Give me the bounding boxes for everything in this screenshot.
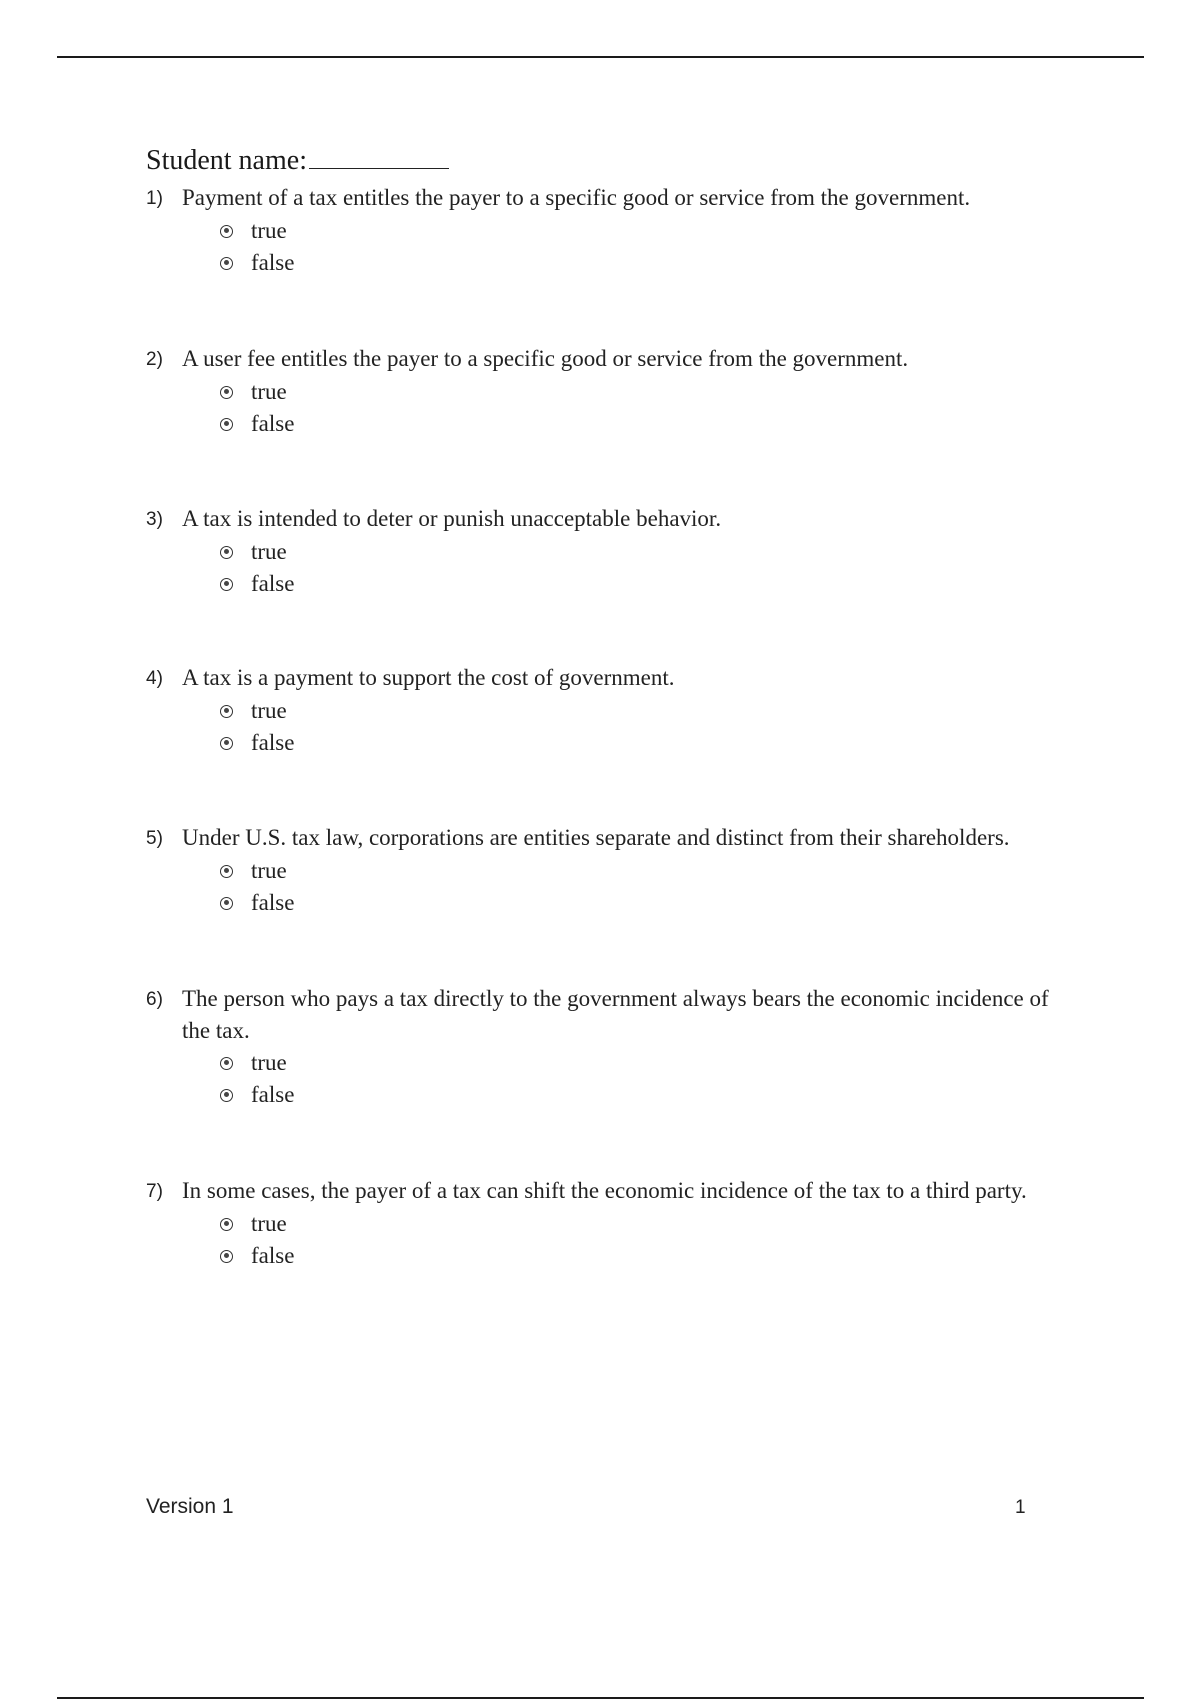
option-true[interactable] [220, 536, 1076, 568]
radio-icon[interactable] [220, 546, 233, 559]
option-false[interactable] [220, 727, 1076, 759]
question-7 [146, 1175, 1076, 1272]
option-true[interactable] [220, 855, 1076, 887]
question-text: A tax is intended to deter or punish unacceptable behavior. [182, 506, 722, 531]
option-label: true [251, 698, 287, 723]
question-text: In some cases, the payer of a tax can shift the economic incidence of the tax to a third party. [182, 1178, 1027, 1203]
option-label: true [251, 858, 287, 883]
options-list [220, 376, 1076, 440]
question-number: 6) [146, 989, 163, 1010]
options-list [220, 215, 1076, 279]
option-true[interactable] [220, 215, 1076, 247]
option-true[interactable] [220, 1047, 1076, 1079]
options-list [220, 695, 1076, 759]
radio-icon[interactable] [220, 1218, 233, 1231]
option-label: true [251, 218, 287, 243]
options-list [220, 1208, 1076, 1272]
question-5 [146, 822, 1076, 919]
question-text: Payment of a tax entitles the payer to a specific good or service from the government. [182, 185, 971, 210]
question-text: A tax is a payment to support the cost of government. [182, 665, 675, 690]
option-label: false [251, 411, 295, 436]
radio-icon[interactable] [220, 386, 233, 399]
footer-version: Version 1 [146, 1495, 234, 1518]
option-false[interactable] [220, 247, 1076, 279]
question-number: 5) [146, 828, 163, 849]
option-true[interactable] [220, 695, 1076, 727]
radio-icon[interactable] [220, 578, 233, 591]
question-4 [146, 662, 1076, 759]
radio-icon[interactable] [220, 1250, 233, 1263]
question-number: 3) [146, 509, 163, 530]
radio-icon[interactable] [220, 897, 233, 910]
option-label: false [251, 571, 295, 596]
top-rule [57, 56, 1144, 58]
radio-icon[interactable] [220, 418, 233, 431]
options-list [220, 1047, 1076, 1111]
option-label: true [251, 539, 287, 564]
radio-icon[interactable] [220, 705, 233, 718]
option-label: true [251, 1211, 287, 1236]
option-false[interactable] [220, 1240, 1076, 1272]
option-label: true [251, 1050, 287, 1075]
page-number: 1 [1015, 1497, 1026, 1518]
radio-icon[interactable] [220, 1089, 233, 1102]
question-text: A user fee entitles the payer to a specific good or service from the government. [182, 346, 909, 371]
question-6 [146, 983, 1076, 1111]
question-1 [146, 182, 1076, 279]
option-true[interactable] [220, 1208, 1076, 1240]
question-number: 7) [146, 1181, 163, 1202]
student-name-field [146, 144, 449, 177]
option-label: false [251, 1082, 295, 1107]
question-number: 4) [146, 668, 163, 689]
option-false[interactable] [220, 887, 1076, 919]
question-text: Under U.S. tax law, corporations are entities separate and distinct from their shareholders. [182, 825, 1010, 850]
radio-icon[interactable] [220, 865, 233, 878]
radio-icon[interactable] [220, 257, 233, 270]
option-false[interactable] [220, 1079, 1076, 1111]
option-false[interactable] [220, 568, 1076, 600]
option-label: false [251, 890, 295, 915]
option-false[interactable] [220, 408, 1076, 440]
question-2 [146, 343, 1076, 440]
student-name-label: Student name: [146, 145, 307, 176]
bottom-rule [57, 1697, 1144, 1699]
option-true[interactable] [220, 376, 1076, 408]
radio-icon[interactable] [220, 737, 233, 750]
option-label: false [251, 730, 295, 755]
option-label: true [251, 379, 287, 404]
question-number: 1) [146, 188, 163, 209]
options-list [220, 855, 1076, 919]
radio-icon[interactable] [220, 225, 233, 238]
option-label: false [251, 1243, 295, 1268]
options-list [220, 536, 1076, 600]
question-text: The person who pays a tax directly to the government always bears the economic incidence of the tax. [182, 986, 1049, 1043]
option-label: false [251, 250, 295, 275]
question-3 [146, 503, 1076, 600]
student-name-blank[interactable] [309, 144, 449, 169]
radio-icon[interactable] [220, 1057, 233, 1070]
question-number: 2) [146, 349, 163, 370]
